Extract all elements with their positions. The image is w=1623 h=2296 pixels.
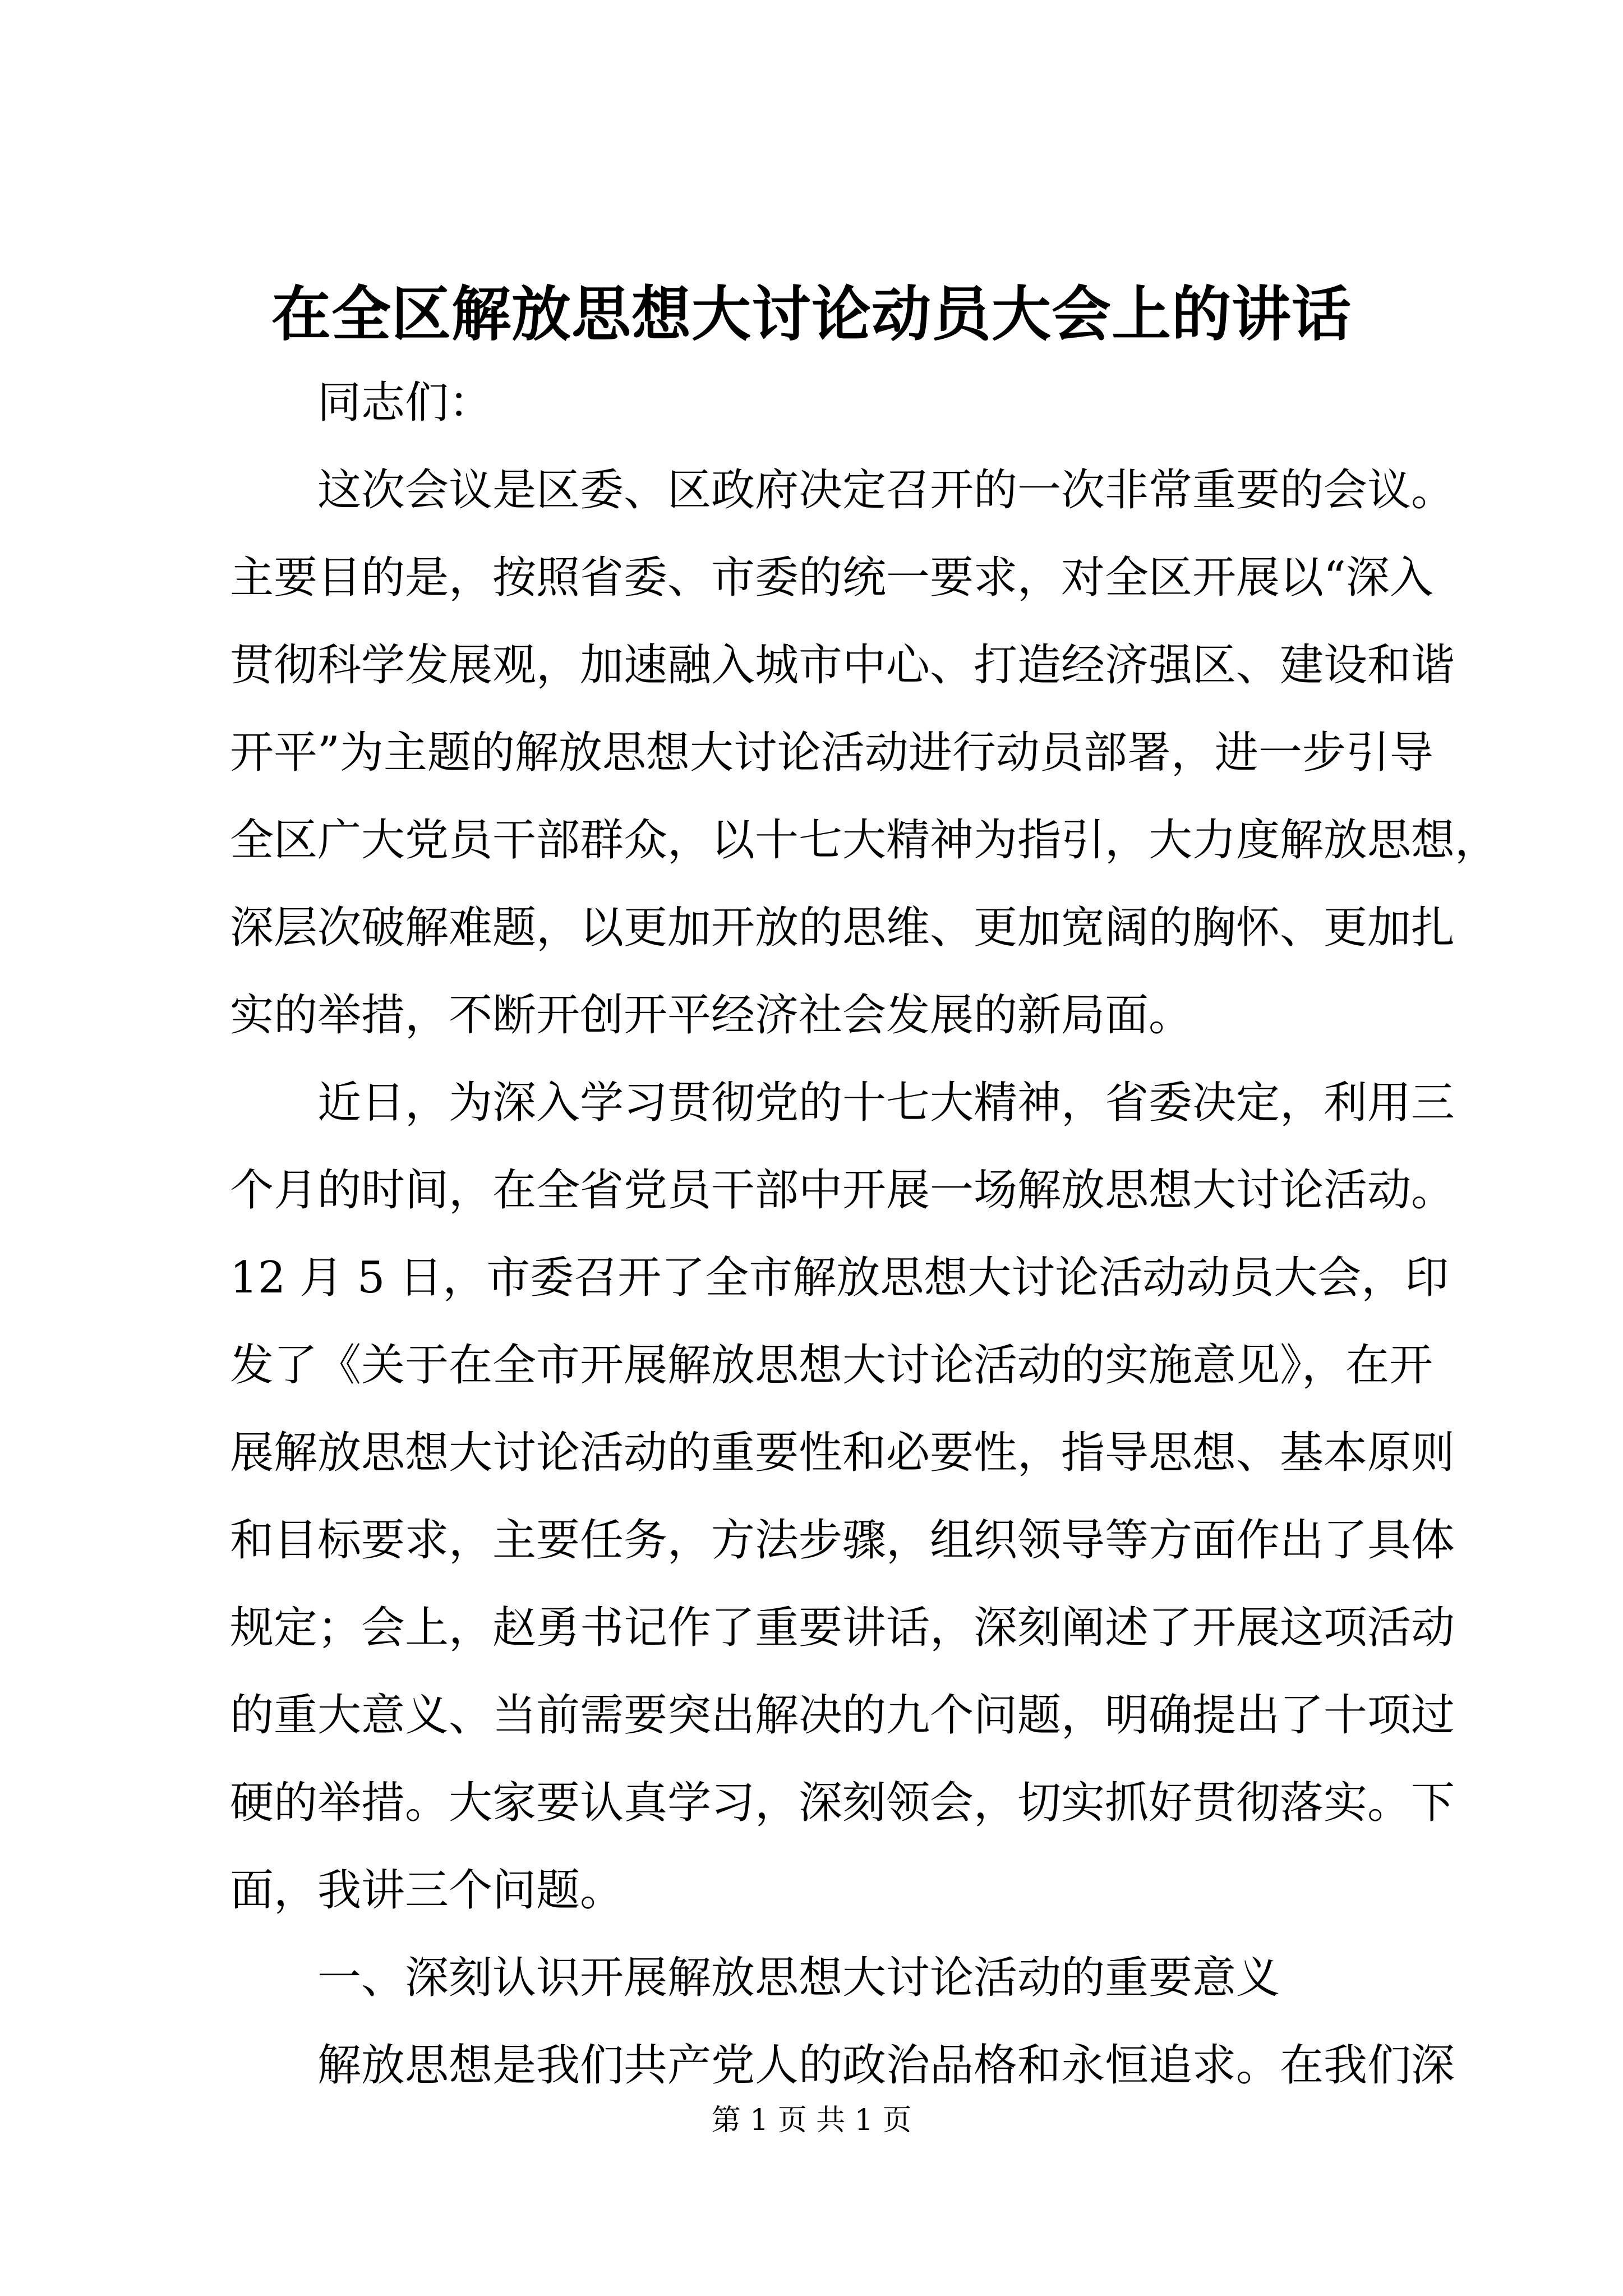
text-line: 实的举措，不断开创开平经济社会发展的新局面。 xyxy=(230,990,1193,1041)
salutation: 同志们： xyxy=(317,378,493,428)
text-line: 解放思想是我们共产党人的政治品格和永恒追求。在我们深 xyxy=(317,2040,1455,2091)
text-line: 面，我讲三个问题。 xyxy=(230,1865,624,1916)
text-line: 展解放思想大讨论活动的重要性和必要性，指导思想、基本原则 xyxy=(230,1428,1455,1478)
paragraph-1 xyxy=(230,447,1499,1059)
text-line: 开平”为主题的解放思想大讨论活动进行动员部署，进一步引导 xyxy=(230,728,1433,778)
text-line: 这次会议是区委、区政府决定召开的一次非常重要的会议。 xyxy=(317,465,1455,516)
text-line: 规定；会上，赵勇书记作了重要讲话，深刻阐述了开展这项活动 xyxy=(230,1603,1455,1653)
text-line: 主要目的是，按照省委、市委的统一要求，对全区开展以“深入 xyxy=(230,553,1433,603)
text-line: 硬的举措。大家要认真学习，深刻领会，切实抓好贯彻落实。下 xyxy=(230,1778,1455,1828)
text-line: 近日，为深入学习贯彻党的十七大精神，省委决定，利用三 xyxy=(317,1078,1455,1128)
text-line: 和目标要求，主要任务，方法步骤，组织领导等方面作出了具体 xyxy=(230,1515,1455,1566)
document-body xyxy=(230,359,1499,2109)
text-line: 全区广大党员干部群众，以十七大精神为指引，大力度解放思想， xyxy=(230,815,1499,866)
text-line: 贯彻科学发展观，加速融入城市中心、打造经济强区、建设和谐 xyxy=(230,640,1455,691)
text-line: 个月的时间，在全省党员干部中开展一场解放思想大讨论活动。 xyxy=(230,1165,1455,1216)
page-footer: 第 1 页 共 1 页 xyxy=(711,2104,912,2137)
text-line: 12 月 5 日，市委召开了全市解放思想大讨论活动动员大会，印 xyxy=(230,1253,1449,1303)
paragraph-3 xyxy=(230,2022,1455,2109)
text-line: 的重大意义、当前需要突出解决的九个问题，明确提出了十项过 xyxy=(230,1690,1455,1741)
text-line: 发了《关于在全市开展解放思想大讨论活动的实施意见》，在开 xyxy=(230,1340,1433,1391)
paragraph-2 xyxy=(230,1059,1455,1934)
section-heading-1 xyxy=(230,1934,1419,2022)
text-line: 深层次破解难题，以更加开放的思维、更加宽阔的胸怀、更加扎 xyxy=(230,903,1455,953)
salutation-paragraph xyxy=(230,359,1419,447)
document-title: 在全区解放思想大讨论动员大会上的讲话 xyxy=(271,279,1352,349)
section-heading: 一、深刻认识开展解放思想大讨论活动的重要意义 xyxy=(317,1953,1280,2003)
